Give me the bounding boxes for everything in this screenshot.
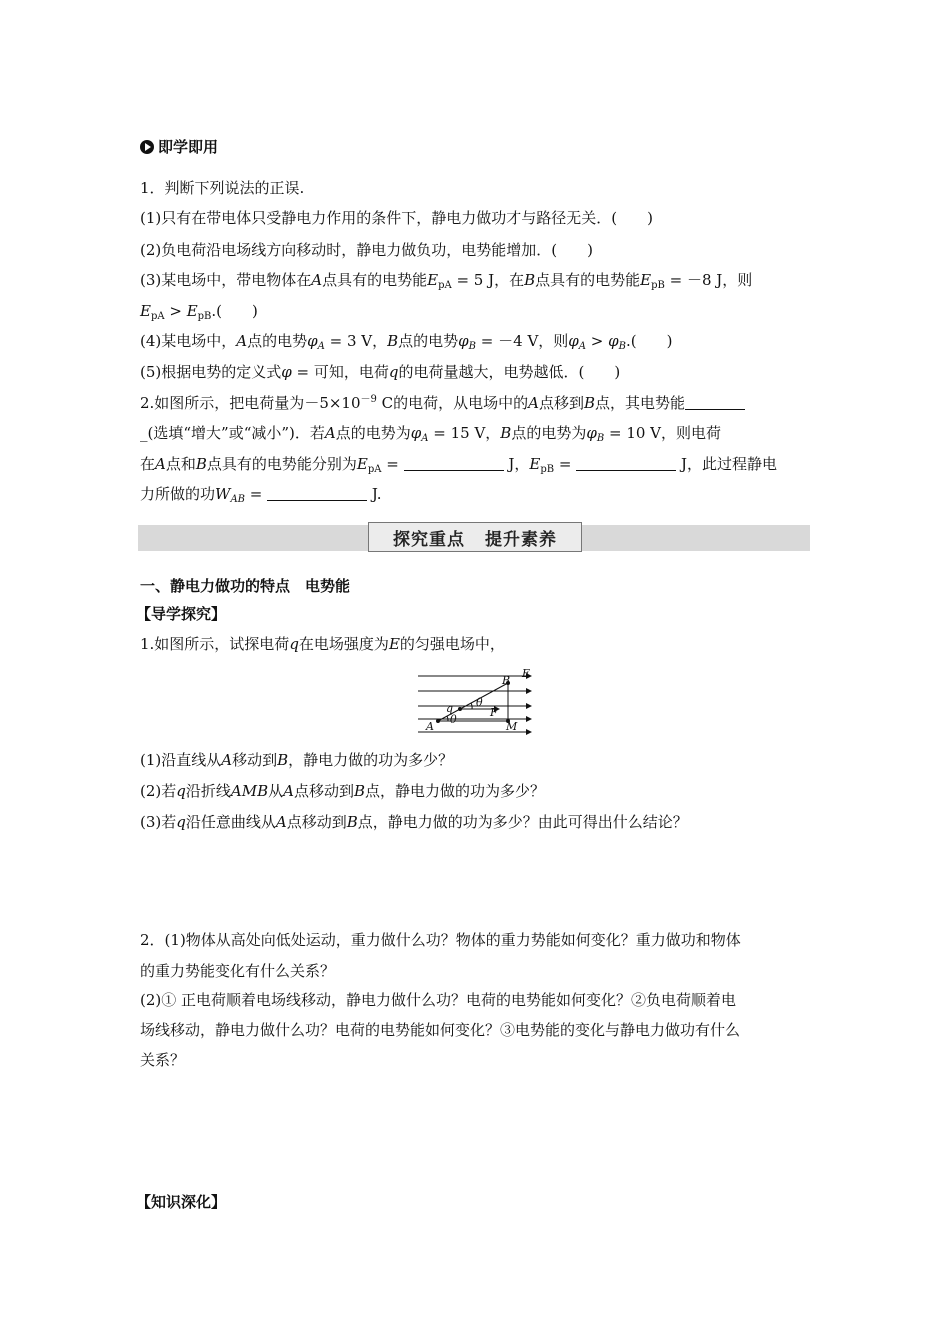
guide-explore-heading: 【导学探究】 bbox=[136, 605, 227, 623]
explore-q1: 1.如图所示，试探电荷q在电场强度为E的匀强电场中， bbox=[140, 635, 505, 653]
label-q: q bbox=[446, 702, 454, 715]
q2-line-4: 力所做的功$W_{AB} = J$. bbox=[140, 485, 382, 505]
q1-statement-2: (2)负电荷沿电场线方向移动时，静电力做负功，电势能增加．( ) bbox=[140, 241, 593, 259]
explore-q2-line-4: 场线移动，静电力做什么功？电荷的电势能如何变化？③电势能的变化与静电力做功有什么 bbox=[140, 1021, 741, 1039]
section-heading-quick: 即学即用 bbox=[140, 137, 218, 157]
arrowhead bbox=[526, 703, 532, 709]
label-A: A bbox=[426, 720, 434, 733]
point-q bbox=[458, 707, 462, 711]
q1-statement-5: (5)根据电势的定义式φ = 可知，电荷q的电荷量越大，电势越低．( ) bbox=[140, 363, 621, 381]
section-banner-title: 探究重点 提升素养 bbox=[368, 522, 582, 552]
arrowhead bbox=[526, 688, 532, 694]
q1-statement-4: (4)某电场中，A点的电势$\varphi_A = 3$ V，B点的电势$\varphi_B = -4$ V，则$\varphi_A > \varphi_B$.( ) bbox=[140, 332, 673, 352]
explore-sub-1: (1)沿直线从A移动到B，静电力做的功为多少？ bbox=[140, 751, 454, 769]
q1-intro: 1．判断下列说法的正误. bbox=[140, 179, 305, 197]
label-B: B bbox=[502, 674, 511, 687]
arrowhead bbox=[526, 716, 532, 722]
answer-blank[interactable] bbox=[267, 486, 367, 501]
label-F: F bbox=[490, 706, 498, 719]
q2-line-2: _(选填“增大”或“减小”)．若A点的电势为$\varphi_A = 15$ V，B点的电势为$\varphi_B = 10$ V，则电荷 bbox=[140, 424, 722, 444]
knowledge-deepen-heading: 【知识深化】 bbox=[136, 1193, 227, 1211]
point-A bbox=[436, 719, 440, 723]
label-M: M bbox=[506, 720, 518, 733]
q2-line-3: 在A点和B点具有的电势能分别为$E_{pA} = J$，$E_{pB} = J$，此过程静电 bbox=[140, 455, 778, 475]
q2-line-1: 2.如图所示，把电荷量为$-5\times 10^{-9}$ C的电荷，从电场中的A点移到B点，其电势能 bbox=[140, 393, 745, 413]
arrowhead bbox=[526, 729, 532, 735]
explore-sub-3: (3)若q沿任意曲线从A点移动到B点，静电力做的功为多少？由此可得出什么结论？ bbox=[140, 813, 688, 831]
answer-blank[interactable] bbox=[576, 456, 676, 471]
label-theta: θ bbox=[450, 713, 457, 726]
q1-statement-3: (3)某电场中，带电物体在A点具有的电势能$E_{pA} = 5$ J，在B点具有的电势能$E_{pB} = -8$ J，则 bbox=[140, 271, 753, 291]
q1-statement-1: (1)只有在带电体只受静电力作用的条件下，静电力做功才与路径无关．( ) bbox=[140, 209, 653, 227]
explore-q2-line-1: 2．(1)物体从高处向低处运动，重力做什么功？物体的重力势能如何变化？重力做功和物体 bbox=[140, 931, 741, 949]
explore-q2-line-5: 关系？ bbox=[140, 1051, 186, 1069]
explore-q2-line-3: (2)① 正电荷顺着电场线移动，静电力做什么功？电荷的电势能如何变化？②负电荷顺着电 bbox=[140, 991, 737, 1009]
explore-sub-2: (2)若q沿折线AMB从A点移动到B点，静电力做的功为多少？ bbox=[140, 782, 546, 800]
answer-blank[interactable] bbox=[404, 456, 504, 471]
label-E: E bbox=[522, 667, 531, 680]
play-circle-icon bbox=[140, 140, 154, 154]
q1-statement-3-cont: $E_{pA} > E_{pB}$.( ) bbox=[140, 302, 258, 322]
electric-field-figure bbox=[416, 666, 534, 738]
answer-blank[interactable] bbox=[685, 395, 745, 410]
label-theta: θ bbox=[476, 696, 483, 709]
explore-q2-line-2: 的重力势能变化有什么关系？ bbox=[140, 962, 336, 980]
part-heading: 一、静电力做功的特点 电势能 bbox=[140, 577, 351, 595]
